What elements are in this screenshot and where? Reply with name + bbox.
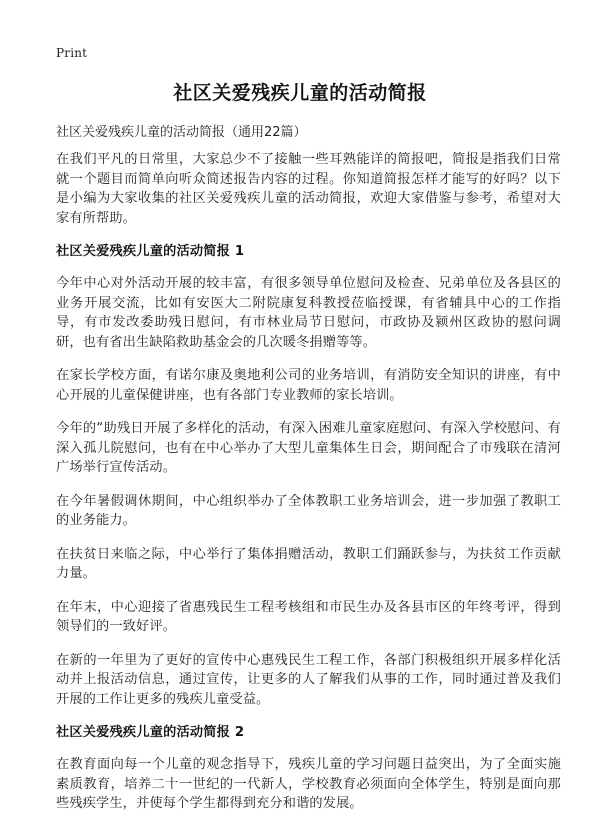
body-paragraph: 在教育面向每一个儿童的观念指导下，残疾儿童的学习问题日益突出，为了全面实施素质教育，培养二十一世纪的一代新人，学校教育必须面向全体学生，特别是面向那些残疾学生，并使每个学生都得到充分和谐的发展。 — [56, 757, 561, 811]
intro-paragraph: 在我们平凡的日常里，大家总少不了接触一些耳熟能详的简报吧，简报是指我们日常就一个题目而简单向听众简述报告内容的过程。你知道简报怎样才能写的好吗？以下是小编为大家收集的社区关爱残疾儿童的活动简报，欢迎大家借鉴与参考，希望对大家有所帮助。 — [56, 152, 561, 226]
body-paragraph: 今年的“助残日开展了多样化的活动，有深入困难儿童家庭慰问、有深入学校慰问、有深入孤儿院慰问，也有在中心举办了大型儿童集体生日会，期间配合了市残联在清河广场举行宣传活动。 — [56, 421, 561, 475]
body-paragraph: 在家长学校方面，有诺尔康及奥地利公司的业务培训，有消防安全知识的讲座，有中心开展的儿童保健讲座，也有各部门专业教师的家长培训。 — [56, 368, 561, 403]
body-paragraph: 在扶贫日来临之际，中心举行了集体捐赠活动，教职工们踊跃参与，为扶贫工作贡献力量。 — [56, 546, 561, 581]
section-heading: 社区关爱残疾儿童的活动简报 2 — [56, 725, 245, 740]
section-heading: 社区关爱残疾儿童的活动简报 1 — [56, 244, 245, 259]
page-title: 社区关爱残疾儿童的活动简报 — [173, 82, 427, 104]
print-label: Print — [56, 46, 88, 60]
body-paragraph: 在新的一年里为了更好的宣传中心惠残民生工程工作，各部门积极组织开展多样化活动并上报活动信息，通过宣传，让更多的人了解我们从事的工作，同时通过普及我们开展的工作让更多的残疾儿童受益。 — [56, 652, 561, 707]
body-paragraph: 在年末，中心迎接了省惠残民生工程考核组和市民生办及各县市区的年终考评，得到领导们的一致好评。 — [56, 599, 561, 634]
body-paragraph: 在今年暑假调休期间，中心组织举办了全体教职工业务培训会，进一步加强了教职工的业务能力。 — [56, 493, 561, 528]
document-body — [56, 150, 561, 828]
body-paragraph: 今年中心对外活动开展的较丰富，有很多领导单位慰问及检查、兄弟单位及各县区的业务开展交流，比如有安医大二附院康复科教授莅临授课，有省辅具中心的工作指导，有市发改委助残日慰问，有市林业局节日慰问，市政协及颍州区政协的慰问调研，也有省出生缺陷救助基金会的几次暖冬捐赠等等。 — [56, 276, 561, 350]
document-subtitle: 社区关爱残疾儿童的活动简报（通用22篇） — [56, 125, 307, 140]
